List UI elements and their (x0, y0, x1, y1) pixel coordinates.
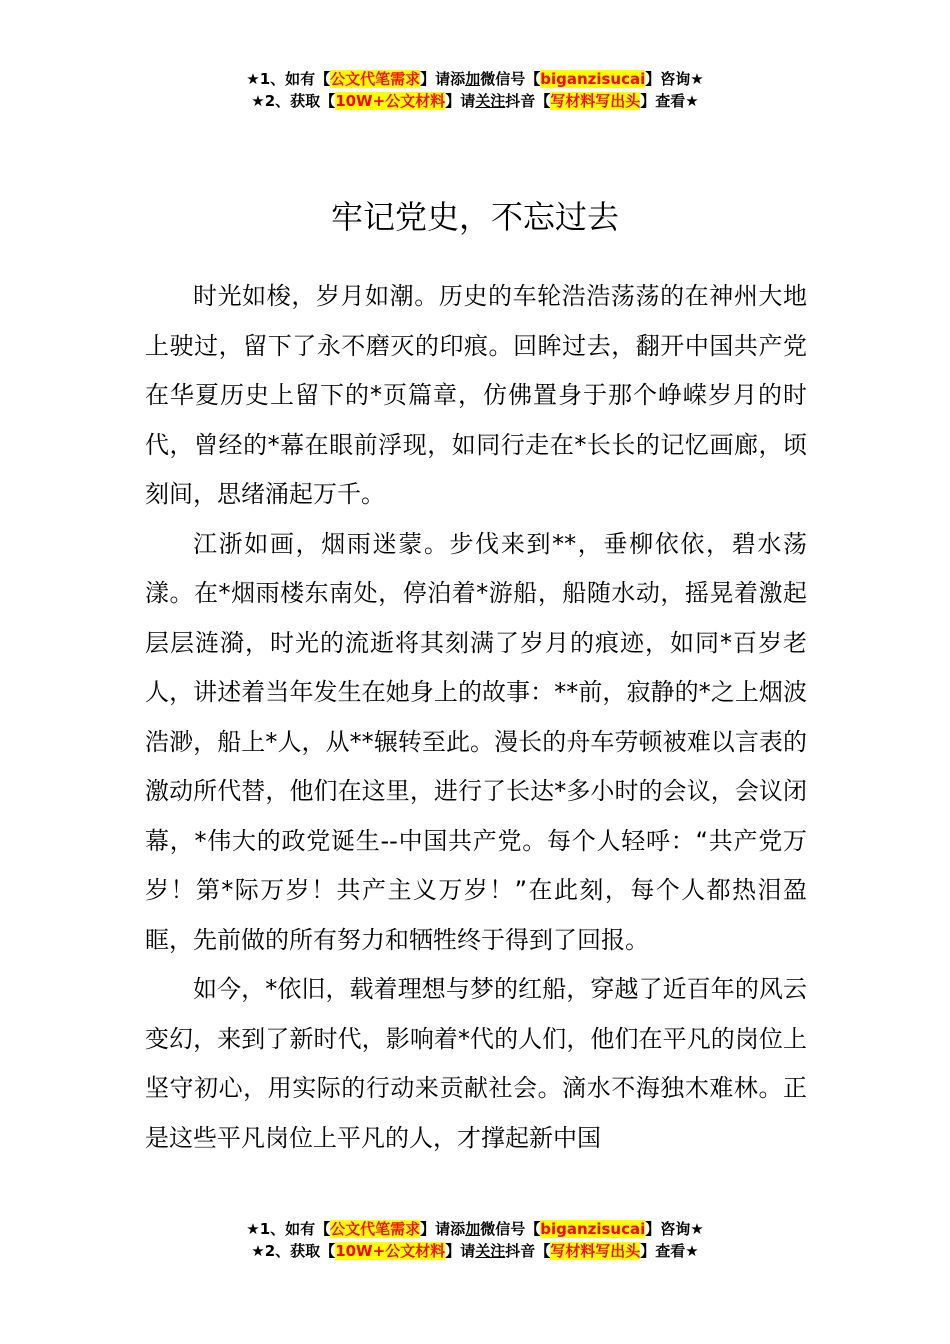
paragraph: 江浙如画，烟雨迷蒙。步伐来到**，垂柳依依，碧水荡漾。在*烟雨楼东南处，停泊着*游船，船随水动，摇晃着激起层层涟漪，时光的流逝将其刻满了岁月的痕迹，如同*百岁老人，讲述着当年发生在她身上的故事：**前，寂静的*之上烟波浩渺，船上*人，从**辗转至此。漫长的舟车劳顿被难以言表的激动所代替，他们在这里，进行了长达*多小时的会议，会议闭幕，*伟大的政党诞生--中国共产党。每个人轻呼：“共产党万岁！第*际万岁！共产主义万岁！”在此刻，每个人都热泪盈眶，先前做的所有努力和牺牲终于得到了回报。 (145, 529, 807, 954)
banner-text: 关注 (475, 92, 506, 110)
paragraph: 如今，*依旧，载着理想与梦的红船，穿越了近百年的风云变幻，来到了新时代，影响着*代的人们，他们在平凡的岗位上坚守初心，用实际的行动来贡献社会。滴水不海独木难林。正是这些平凡岗位上平凡的人，才撑起新中国 (145, 975, 807, 1152)
banner-text: 加 (465, 1220, 481, 1238)
footer-banner (0, 1218, 950, 1262)
banner-text: 】请 (445, 1242, 476, 1260)
banner-text: ★1、如有【 (246, 1220, 331, 1238)
banner-text: ★2、获取【 (251, 92, 336, 110)
highlight-douyin-id: 写材料写出头 (550, 92, 641, 110)
banner-line-2 (0, 1240, 950, 1262)
banner-text: ★2、获取【 (251, 1242, 336, 1260)
banner-text: 】请 (445, 92, 476, 110)
highlight-wechat-id: biganzisucai (540, 1220, 646, 1238)
banner-text: 加 (465, 70, 481, 88)
banner-text: 】咨询★ (645, 1220, 704, 1238)
header-banner (0, 68, 950, 112)
highlight-materials: 10W+公文材料 (335, 92, 446, 110)
banner-line-1 (0, 68, 950, 90)
banner-text: 】查看★ (640, 1242, 699, 1260)
banner-text: 】请添 (420, 1220, 466, 1238)
document-title: 牢记党史，不忘过去 (330, 198, 619, 237)
banner-text: 抖音【 (505, 1242, 551, 1260)
paragraph: 时光如梭，岁月如潮。历史的车轮浩浩荡荡的在神州大地上驶过，留下了永不磨灭的印痕。回眸过去，翻开中国共产党在华夏历史上留下的*页篇章，仿佛置身于那个峥嵘岁月的时代，曾经的*幕在眼前浮现，如同行走在*长长的记忆画廊，顷刻间，思绪涌起万千。 (145, 282, 807, 508)
highlight-douyin-id: 写材料写出头 (550, 1242, 641, 1260)
banner-text: ★1、如有【 (246, 70, 331, 88)
banner-text: 抖音【 (505, 92, 551, 110)
banner-text: 关注 (475, 1242, 506, 1260)
document-body (145, 272, 807, 1163)
banner-text: 】请添 (420, 70, 466, 88)
banner-text: 】查看★ (640, 92, 699, 110)
highlight-materials: 10W+公文材料 (335, 1242, 446, 1260)
banner-text: 】咨询★ (645, 70, 704, 88)
banner-line-1 (0, 1218, 950, 1240)
highlight-service: 公文代笔需求 (330, 70, 421, 88)
highlight-service: 公文代笔需求 (330, 1220, 421, 1238)
banner-text: 微信号【 (480, 70, 541, 88)
banner-text: 微信号【 (480, 1220, 541, 1238)
banner-line-2 (0, 90, 950, 112)
highlight-wechat-id: biganzisucai (540, 70, 646, 88)
